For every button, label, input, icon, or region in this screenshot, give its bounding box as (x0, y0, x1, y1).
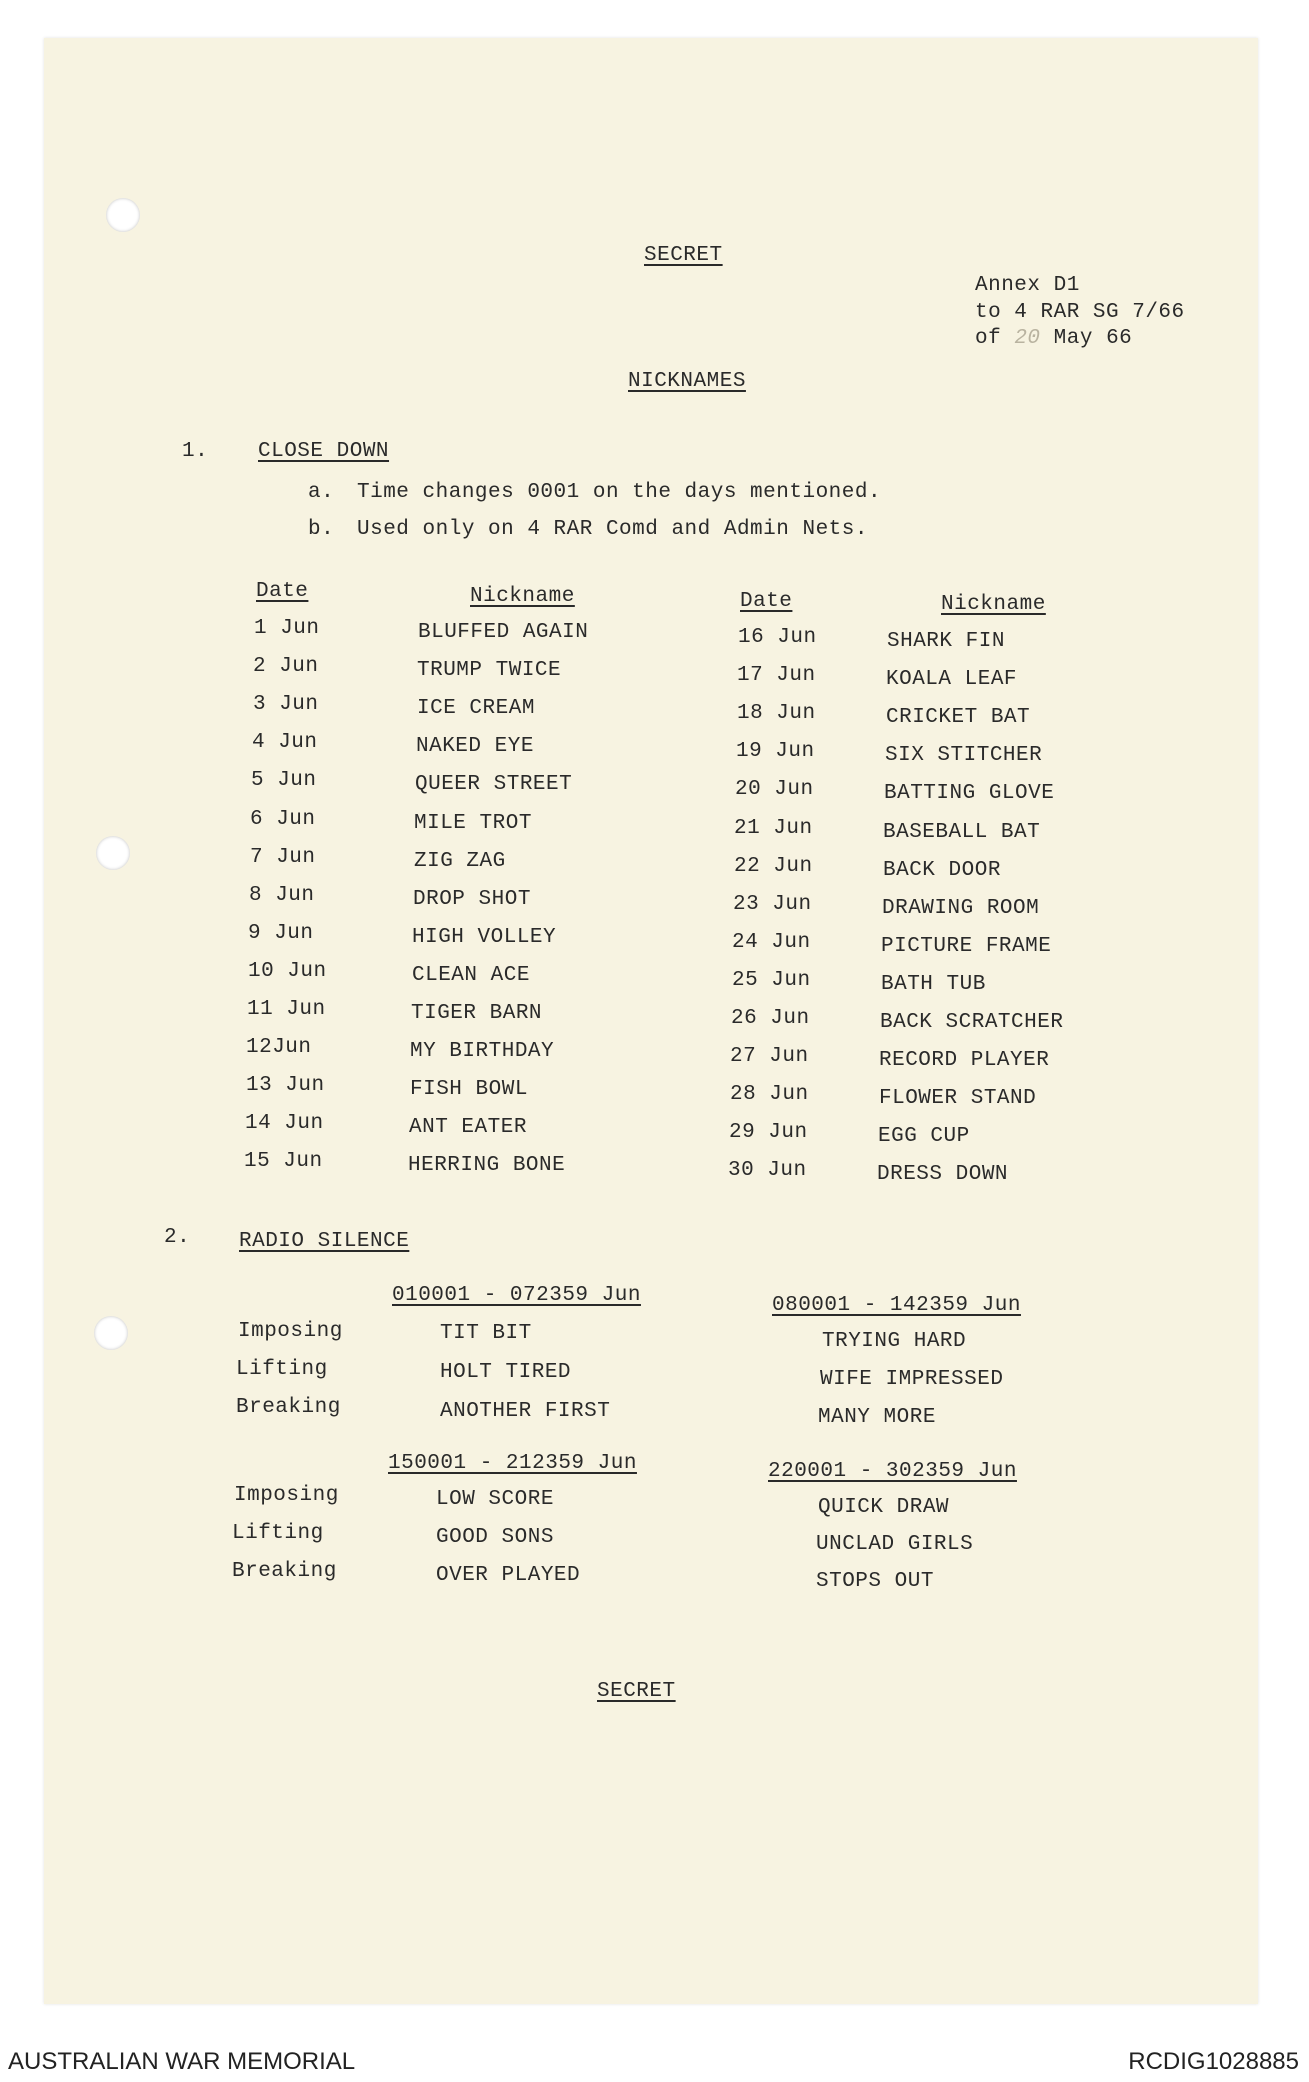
row-nickname: FLOWER STAND (879, 1087, 1037, 1111)
row-nickname: EGG CUP (878, 1125, 970, 1149)
label-breaking: Breaking (236, 1396, 341, 1419)
left-nickname-header: Nickname (470, 585, 575, 608)
annex-reference-line2: to 4 RAR SG 7/66 (975, 301, 1185, 324)
label-breaking: Breaking (232, 1560, 337, 1583)
period-range: 080001 - 142359 Jun (772, 1294, 1021, 1317)
annex-of-label: of (975, 327, 1002, 350)
row-nickname: MILE TROT (414, 811, 532, 835)
row-date: 15 Jun (244, 1150, 323, 1174)
section1-item-letter: b. (308, 518, 335, 541)
period-value: ANOTHER FIRST (440, 1400, 611, 1423)
row-nickname: DRAWING ROOM (882, 896, 1040, 920)
row-nickname: CRICKET BAT (886, 706, 1031, 730)
section2-number: 2. (164, 1226, 191, 1249)
period-value: TRYING HARD (822, 1330, 967, 1353)
label-lifting: Lifting (236, 1358, 328, 1381)
row-nickname: BATTING GLOVE (884, 782, 1055, 806)
punch-hole (96, 836, 130, 870)
left-date-header: Date (256, 580, 309, 603)
archive-institution: AUSTRALIAN WAR MEMORIAL (8, 2048, 356, 2075)
annex-reference-line3 (975, 327, 1132, 350)
row-nickname: ICE CREAM (417, 697, 535, 721)
section1-item-letter: a. (308, 481, 335, 504)
period-range: 220001 - 302359 Jun (768, 1460, 1017, 1483)
row-nickname: BACK DOOR (883, 858, 1001, 882)
period-range: 010001 - 072359 Jun (392, 1284, 641, 1307)
row-date: 24 Jun (732, 930, 811, 954)
row-nickname: SIX STITCHER (885, 744, 1043, 768)
period-value: STOPS OUT (816, 1570, 934, 1593)
period-value: OVER PLAYED (436, 1564, 581, 1587)
row-nickname: SHARK FIN (887, 630, 1005, 653)
period-range: 150001 - 212359 Jun (388, 1452, 637, 1475)
period-value: GOOD SONS (436, 1526, 554, 1549)
row-nickname: CLEAN ACE (412, 963, 530, 987)
handwritten-day: 20 (1014, 327, 1041, 350)
row-nickname: BLUFFED AGAIN (418, 621, 589, 644)
section1-item-text: Time changes 0001 on the days mentioned. (357, 481, 882, 504)
right-nickname-header: Nickname (941, 593, 1046, 616)
row-nickname: ANT EATER (409, 1116, 527, 1140)
row-nickname: MY BIRTHDAY (410, 1040, 555, 1064)
row-nickname: TIGER BARN (411, 1002, 543, 1025)
page-title: NICKNAMES (628, 370, 746, 393)
annex-month-year: May 66 (1053, 327, 1133, 350)
row-nickname: BACK SCRATCHER (880, 1011, 1064, 1034)
row-date: 4 Jun (252, 731, 318, 755)
section2-heading: RADIO SILENCE (239, 1230, 410, 1253)
row-date: 25 Jun (732, 968, 811, 992)
punch-hole (106, 198, 140, 232)
row-date: 8 Jun (249, 883, 315, 907)
row-date: 3 Jun (253, 693, 319, 717)
period-value: HOLT TIRED (440, 1361, 572, 1384)
period-value: UNCLAD GIRLS (816, 1533, 974, 1556)
row-nickname: HIGH VOLLEY (412, 925, 557, 949)
period-value: WIFE IMPRESSED (820, 1368, 1004, 1391)
row-nickname: FISH BOWL (410, 1078, 528, 1102)
period-value: LOW SCORE (436, 1488, 554, 1511)
annex-reference-line1: Annex D1 (975, 274, 1080, 297)
row-date: 23 Jun (733, 892, 812, 916)
row-date: 1 Jun (254, 617, 320, 640)
row-nickname: RECORD PLAYER (879, 1049, 1050, 1073)
row-date: 20 Jun (735, 778, 814, 802)
row-date: 14 Jun (245, 1112, 324, 1136)
row-date: 22 Jun (734, 854, 813, 878)
row-nickname: NAKED EYE (416, 735, 534, 759)
row-nickname: BASEBALL BAT (883, 820, 1041, 844)
classification-bottom: SECRET (597, 1680, 676, 1703)
section1-heading: CLOSE DOWN (258, 440, 390, 463)
row-date: 13 Jun (246, 1074, 325, 1098)
punch-hole (94, 1316, 128, 1350)
section1-number: 1. (182, 440, 209, 463)
row-nickname: BATH TUB (881, 972, 986, 996)
row-date: 7 Jun (250, 845, 316, 869)
row-date: 21 Jun (734, 816, 813, 840)
row-date: 16 Jun (738, 626, 817, 649)
label-imposing: Imposing (234, 1484, 339, 1507)
row-date: 18 Jun (737, 702, 816, 726)
archive-reference: RCDIG1028885 (1128, 2048, 1299, 2075)
row-nickname: ZIG ZAG (414, 849, 506, 873)
row-date: 30 Jun (728, 1159, 807, 1183)
period-value: MANY MORE (818, 1406, 936, 1429)
row-nickname: QUEER STREET (415, 773, 573, 797)
row-date: 6 Jun (250, 807, 316, 831)
row-date: 10 Jun (248, 959, 327, 983)
row-nickname: KOALA LEAF (886, 668, 1018, 692)
row-date: 17 Jun (737, 664, 816, 688)
row-nickname: DRESS DOWN (877, 1163, 1009, 1187)
row-date: 9 Jun (248, 921, 314, 945)
row-date: 26 Jun (731, 1007, 810, 1030)
row-nickname: PICTURE FRAME (881, 934, 1052, 958)
classification-top: SECRET (644, 244, 723, 267)
row-date: 5 Jun (251, 769, 317, 793)
row-date: 27 Jun (730, 1045, 809, 1069)
row-date: 2 Jun (253, 655, 319, 679)
row-nickname: TRUMP TWICE (417, 659, 562, 683)
period-value: QUICK DRAW (818, 1496, 950, 1519)
row-date: 19 Jun (736, 740, 815, 764)
period-value: TIT BIT (440, 1322, 532, 1345)
section1-item-text: Used only on 4 RAR Comd and Admin Nets. (357, 518, 868, 541)
label-lifting: Lifting (232, 1522, 324, 1545)
row-date: 28 Jun (730, 1083, 809, 1107)
row-date: 11 Jun (247, 998, 326, 1021)
label-imposing: Imposing (238, 1320, 343, 1343)
row-nickname: DROP SHOT (413, 887, 531, 911)
right-date-header: Date (740, 590, 793, 613)
row-date: 29 Jun (729, 1121, 808, 1145)
row-nickname: HERRING BONE (408, 1154, 566, 1178)
row-date: 12Jun (246, 1036, 312, 1060)
